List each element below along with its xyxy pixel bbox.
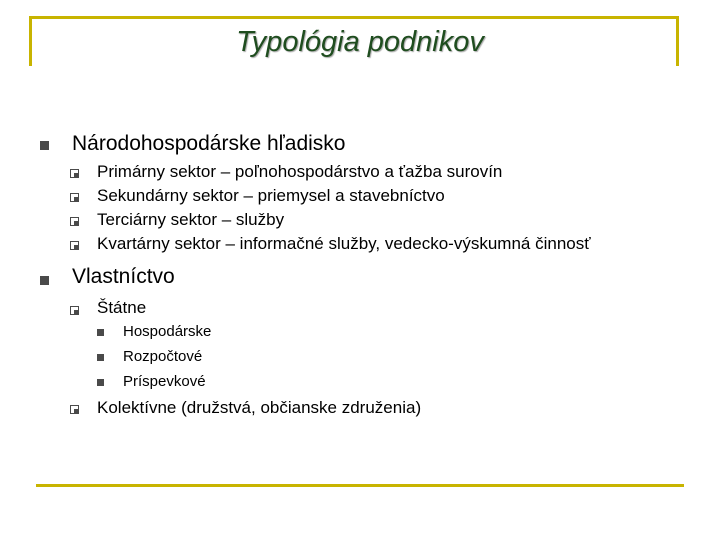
title-frame-top-rule bbox=[29, 16, 679, 19]
bullet-text: Kvartárny sektor – informačné služby, vedecko-výskumná činnosť bbox=[97, 234, 591, 253]
bullet-text: Národohospodárske hľadisko bbox=[72, 132, 346, 155]
filled-square-bullet-icon bbox=[97, 354, 104, 361]
filled-square-bullet-icon bbox=[97, 329, 104, 336]
hollow-square-bullet-icon bbox=[70, 193, 79, 202]
hollow-square-bullet-icon bbox=[70, 405, 79, 414]
bullet-text: Rozpočtové bbox=[123, 348, 203, 365]
bottom-rule bbox=[36, 484, 684, 487]
bullet-text: Kolektívne (družstvá, občianske združenia) bbox=[97, 398, 422, 417]
bullet-text: Príspevkové bbox=[123, 373, 206, 390]
hollow-square-bullet-icon bbox=[70, 241, 79, 250]
hollow-square-bullet-icon bbox=[70, 217, 79, 226]
filled-square-bullet-icon bbox=[40, 141, 49, 150]
bullet-text: Hospodárske bbox=[123, 323, 212, 340]
filled-square-bullet-icon bbox=[97, 379, 104, 386]
bullet-text: Štátne bbox=[97, 298, 147, 317]
bullet-text: Terciárny sektor – služby bbox=[97, 210, 285, 229]
bullet-text: Vlastníctvo bbox=[72, 265, 175, 288]
bullet-text: Sekundárny sektor – priemysel a stavebníctvo bbox=[97, 186, 445, 205]
slide-title: Typológia podnikov bbox=[236, 26, 484, 58]
hollow-square-bullet-icon bbox=[70, 169, 79, 178]
bullet-text: Primárny sektor – poľnohospodárstvo a ťažba surovín bbox=[97, 162, 503, 181]
hollow-square-bullet-icon bbox=[70, 306, 79, 315]
filled-square-bullet-icon bbox=[40, 276, 49, 285]
